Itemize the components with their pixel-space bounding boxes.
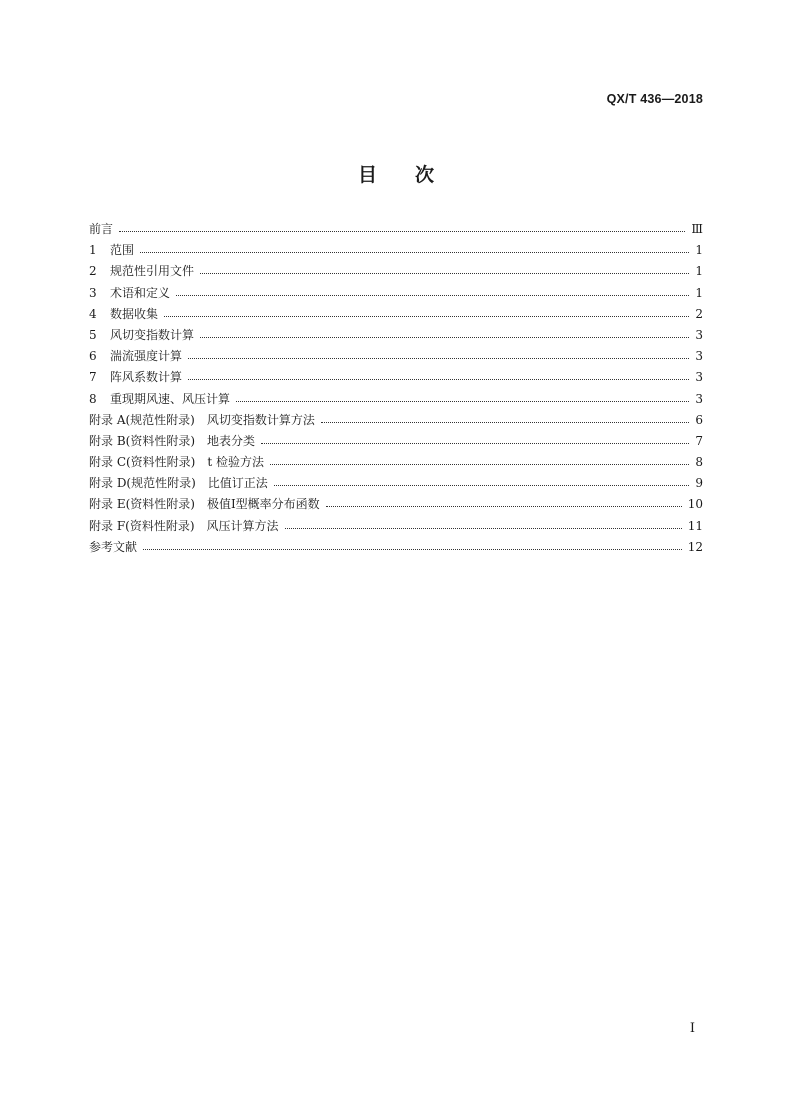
dot-leader — [200, 327, 689, 339]
toc-entry-number: 1 — [89, 243, 97, 258]
toc-entry-page: 1 — [695, 285, 703, 300]
title-char-2: 次 — [415, 164, 435, 186]
toc-entry-page: 1 — [695, 264, 703, 279]
dot-leader — [143, 539, 682, 551]
toc-entry-annex-e[interactable] — [89, 494, 703, 515]
toc-entry-label: 湍流强度计算 — [110, 349, 183, 364]
toc-entry-label: 附录 C(资料性附录) t 检验方法 — [89, 455, 264, 470]
document-code: QX/T 436—2018 — [606, 92, 703, 106]
toc-entry-label: 重现期风速、风压计算 — [110, 391, 231, 406]
toc-entry-label: 附录 A(规范性附录) 风切变指数计算方法 — [89, 412, 315, 427]
toc-entry-label: 阵风系数计算 — [110, 370, 183, 385]
toc-entry-page: 3 — [695, 391, 703, 406]
toc-entry-label: 参考文献 — [89, 539, 138, 554]
page-number: Ⅰ — [689, 1021, 695, 1036]
toc-entry-number: 7 — [89, 370, 97, 385]
dot-leader — [140, 242, 689, 254]
toc-entry-wind-shear[interactable] — [89, 325, 703, 346]
toc-entry-label: 附录 D(规范性附录) 比值订正法 — [89, 476, 268, 491]
dot-leader — [261, 433, 689, 445]
toc-entry-annex-c[interactable] — [89, 452, 703, 473]
toc-entry-label: 数据收集 — [110, 306, 159, 321]
toc-entry-number: 6 — [89, 349, 97, 364]
dot-leader — [200, 263, 689, 275]
table-of-contents — [89, 219, 703, 558]
toc-entry-page: 7 — [695, 433, 703, 448]
page-title — [0, 160, 792, 187]
toc-entry-number: 3 — [89, 285, 97, 300]
toc-entry-label: 附录 E(资料性附录) 极值Ⅰ型概率分布函数 — [89, 497, 320, 512]
toc-entry-number: 8 — [89, 391, 97, 406]
dot-leader — [236, 391, 689, 403]
toc-entry-label: 前言 — [89, 222, 114, 236]
toc-entry-gust-factor[interactable] — [89, 367, 703, 388]
toc-entry-foreword[interactable] — [89, 219, 703, 240]
toc-entry-page: 10 — [687, 497, 703, 512]
toc-entry-annex-b[interactable] — [89, 431, 703, 452]
dot-leader — [285, 518, 682, 530]
toc-entry-page: 3 — [695, 370, 703, 385]
toc-entry-turbulence[interactable] — [89, 346, 703, 367]
toc-entry-return-period[interactable] — [89, 389, 703, 410]
toc-entry-number: 5 — [89, 327, 97, 342]
toc-entry-annex-d[interactable] — [89, 473, 703, 494]
toc-entry-scope[interactable] — [89, 240, 703, 261]
toc-entry-page: 11 — [687, 518, 703, 533]
title-char-1: 目 — [357, 164, 377, 186]
toc-entry-data-collection[interactable] — [89, 304, 703, 325]
dot-leader — [274, 475, 689, 487]
toc-entry-label: 风切变指数计算 — [110, 327, 195, 342]
dot-leader — [119, 221, 685, 233]
toc-entry-label: 附录 B(资料性附录) 地表分类 — [89, 433, 255, 448]
toc-entry-page: 2 — [695, 306, 703, 321]
toc-entry-page: 9 — [695, 476, 703, 491]
toc-entry-label: 范围 — [110, 243, 135, 258]
toc-entry-annex-a[interactable] — [89, 410, 703, 431]
toc-entry-number: 4 — [89, 306, 97, 321]
toc-entry-page: 12 — [687, 539, 703, 554]
dot-leader — [164, 306, 689, 318]
dot-leader — [321, 412, 689, 424]
toc-entry-page: 8 — [695, 455, 703, 470]
toc-entry-page: 3 — [695, 349, 703, 364]
toc-entry-label: 规范性引用文件 — [110, 264, 195, 279]
toc-entry-page: 1 — [695, 243, 703, 258]
dot-leader — [188, 369, 689, 381]
toc-entry-page: Ⅲ — [691, 222, 703, 236]
toc-entry-number: 2 — [89, 264, 97, 279]
toc-entry-page: 6 — [695, 412, 703, 427]
dot-leader — [176, 285, 689, 297]
toc-entry-label: 术语和定义 — [110, 285, 171, 300]
dot-leader — [326, 496, 682, 508]
toc-entry-normative-references[interactable] — [89, 261, 703, 282]
toc-entry-label: 附录 F(资料性附录) 风压计算方法 — [89, 518, 279, 533]
toc-entry-bibliography[interactable] — [89, 537, 703, 558]
toc-entry-page: 3 — [695, 327, 703, 342]
dot-leader — [270, 454, 689, 466]
dot-leader — [188, 348, 689, 360]
toc-entry-annex-f[interactable] — [89, 516, 703, 537]
toc-entry-terms-definitions[interactable] — [89, 283, 703, 304]
